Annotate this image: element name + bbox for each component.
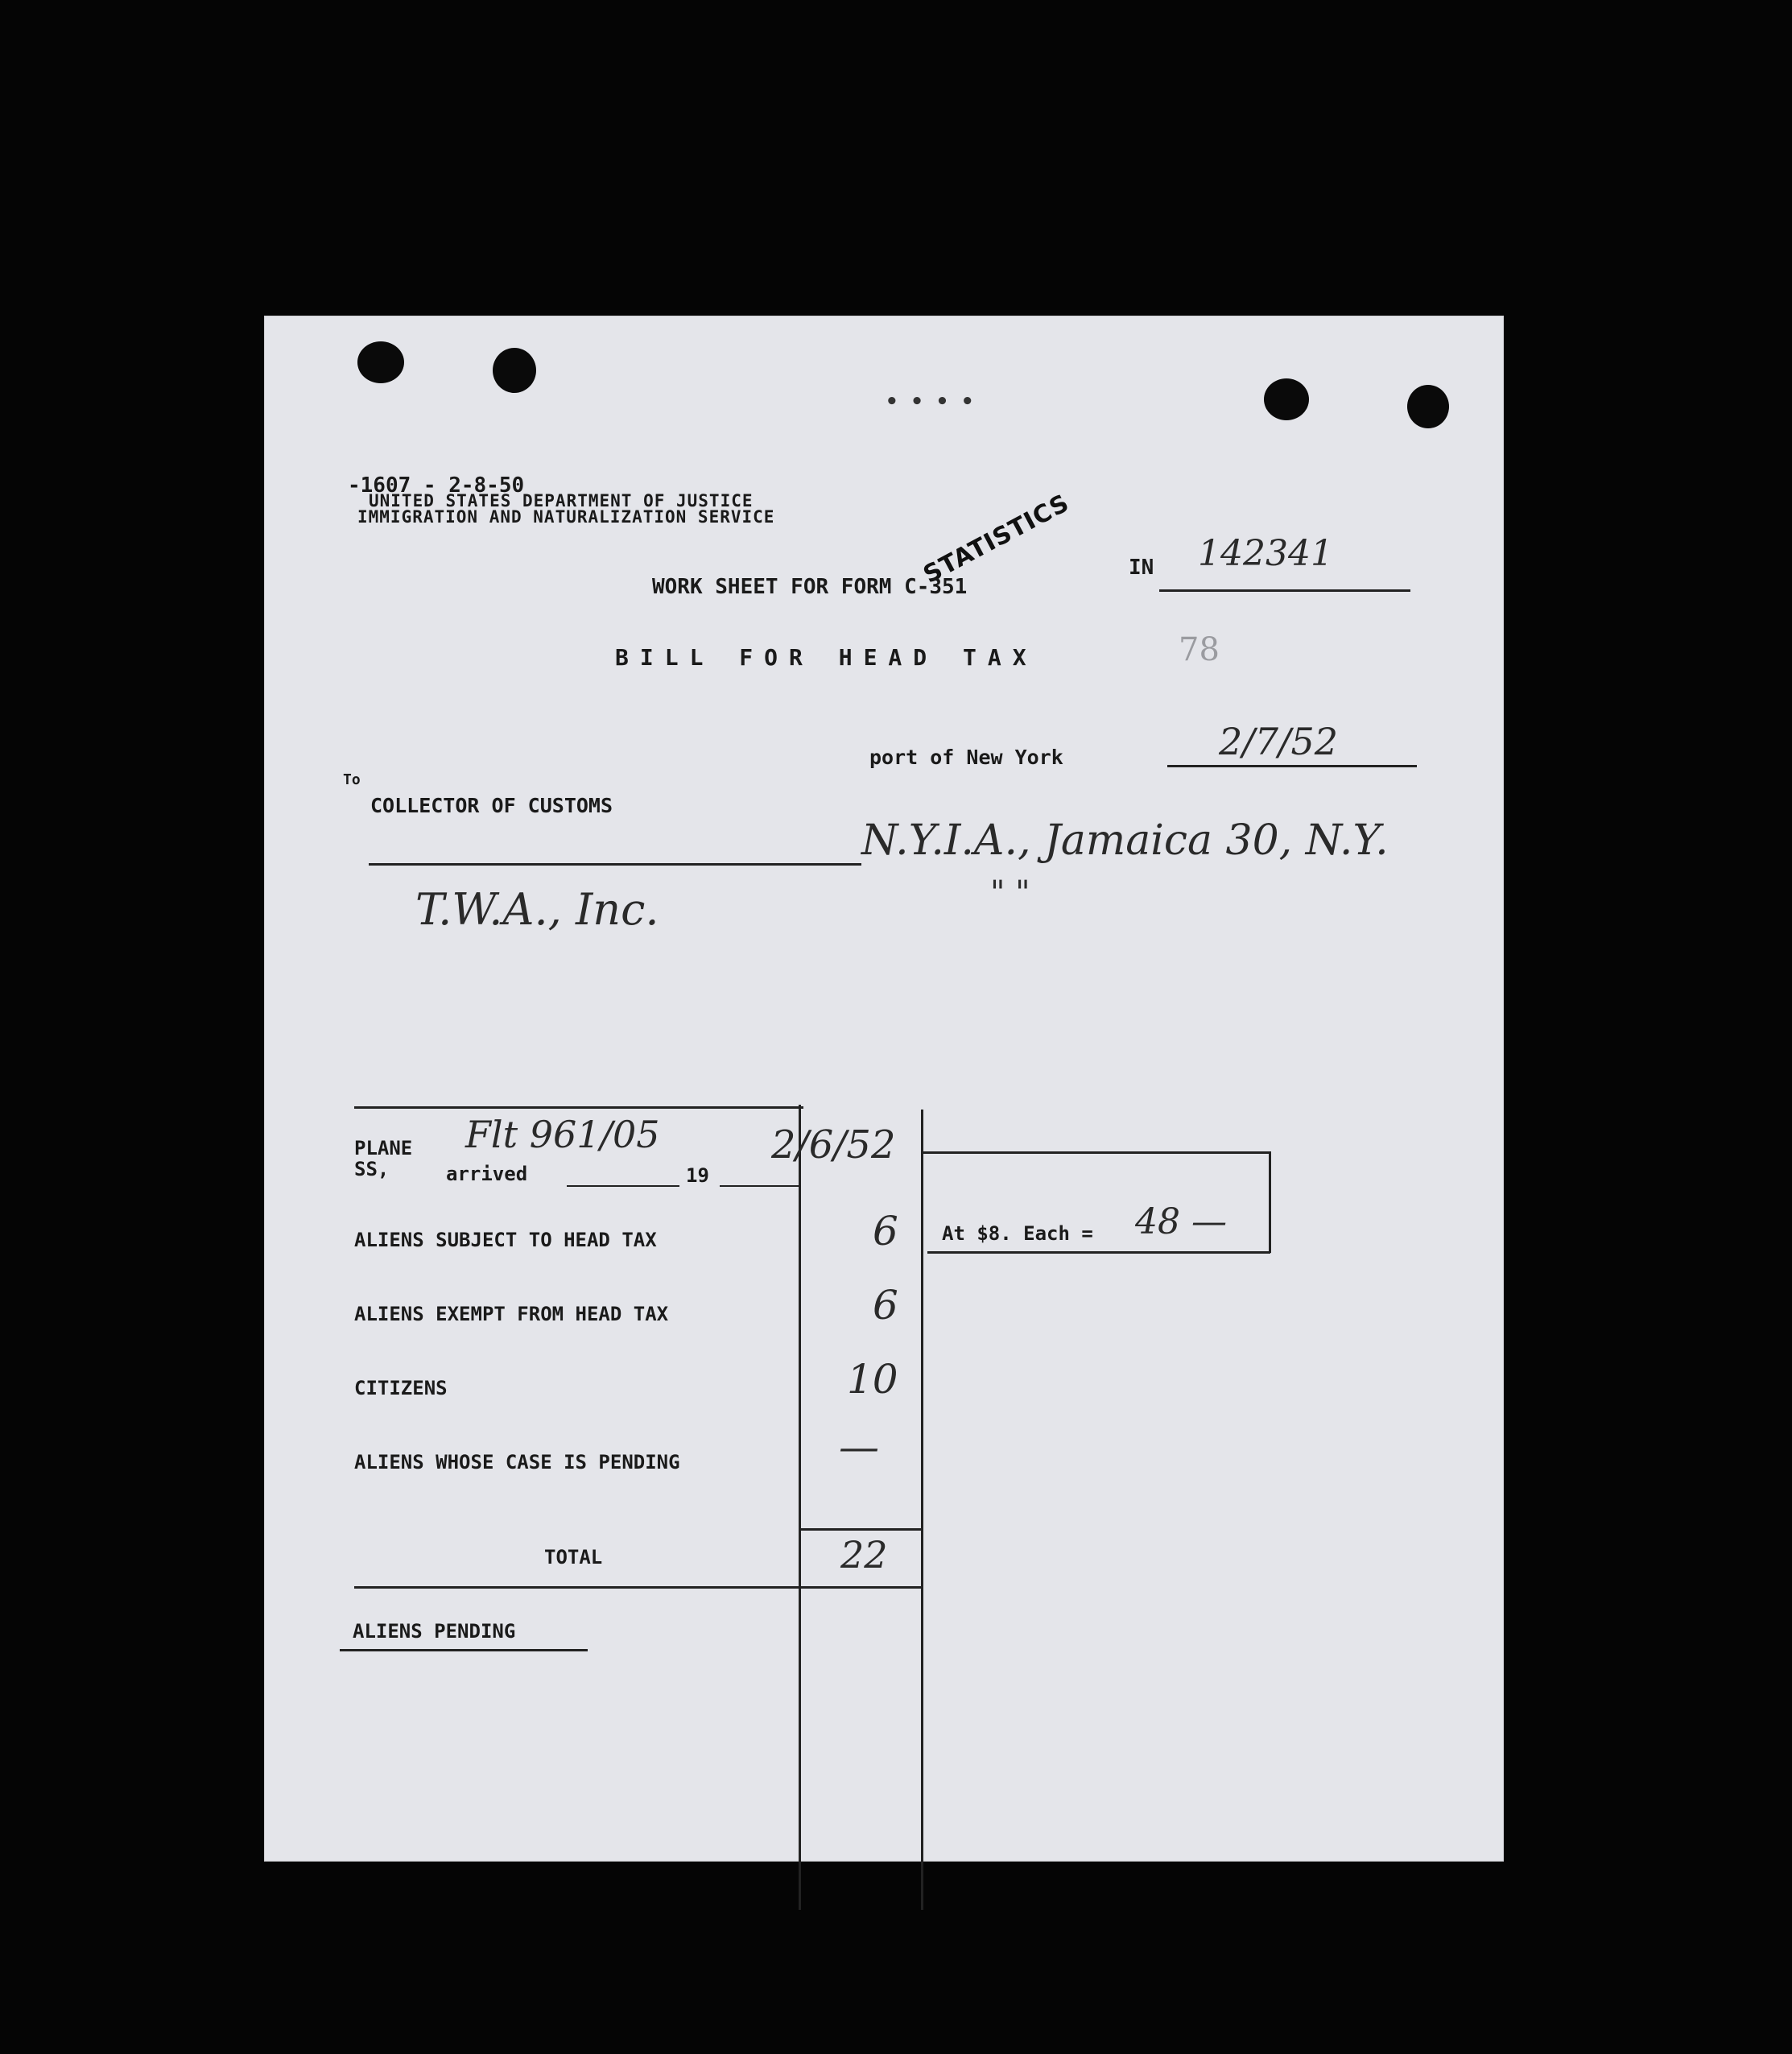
port-label: port of New York bbox=[869, 746, 1063, 769]
arrived-underline-1 bbox=[567, 1185, 679, 1187]
collector-underline bbox=[369, 863, 861, 866]
service-name: IMMIGRATION AND NATURALIZATION SERVICE bbox=[357, 507, 775, 527]
in-number: 142341 bbox=[1198, 533, 1333, 574]
table-divider bbox=[799, 1105, 801, 1910]
location-handwritten: N.Y.I.A., Jamaica 30, N.Y. bbox=[861, 816, 1389, 865]
form-number: -1607 - 2-8-50 bbox=[348, 473, 525, 498]
smudge-mark: • • • • bbox=[886, 390, 974, 414]
row-value-pending: — bbox=[839, 1424, 879, 1470]
document-page bbox=[264, 316, 1504, 1862]
rate-amount: 48 — bbox=[1135, 1201, 1227, 1242]
row-value-subject: 6 bbox=[873, 1208, 898, 1254]
punch-hole bbox=[357, 341, 404, 383]
collector-label: COLLECTOR OF CUSTOMS bbox=[370, 794, 613, 817]
arrived-underline-2 bbox=[720, 1185, 800, 1187]
table-right-border bbox=[921, 1110, 923, 1910]
row-label-citizens: CITIZENS bbox=[354, 1377, 448, 1399]
table-top-border bbox=[354, 1106, 803, 1109]
row-value-exempt: 6 bbox=[873, 1282, 898, 1329]
bill-date: 2/7/52 bbox=[1219, 720, 1339, 763]
to-label: To bbox=[343, 771, 361, 788]
table-bottom-border bbox=[354, 1586, 923, 1589]
in-label: IN bbox=[1129, 556, 1154, 580]
aliens-pending-underline bbox=[340, 1649, 588, 1651]
punch-hole bbox=[493, 348, 536, 393]
date-underline bbox=[1167, 765, 1417, 767]
row-label-subject: ALIENS SUBJECT TO HEAD TAX bbox=[354, 1229, 657, 1251]
punch-hole bbox=[1407, 385, 1449, 428]
row-label-pending: ALIENS WHOSE CASE IS PENDING bbox=[354, 1451, 680, 1473]
rate-box-top bbox=[923, 1151, 1270, 1154]
year-prefix: 19 bbox=[686, 1164, 709, 1187]
rate-box-right bbox=[1269, 1151, 1271, 1253]
total-value: 22 bbox=[840, 1533, 888, 1577]
statistics-stamp: STATISTICS bbox=[919, 489, 1075, 589]
rate-box-bottom bbox=[927, 1251, 1270, 1254]
arrived-label: arrived bbox=[446, 1163, 528, 1185]
in-underline bbox=[1159, 589, 1410, 592]
faint-mark: 78 bbox=[1179, 631, 1220, 668]
department-name: UNITED STATES DEPARTMENT OF JUSTICE bbox=[369, 491, 754, 510]
table-total-line bbox=[800, 1528, 923, 1531]
ss-label: SS, bbox=[354, 1158, 390, 1180]
worksheet-title: WORK SHEET FOR FORM C-351 bbox=[652, 575, 968, 599]
punch-hole bbox=[1264, 378, 1309, 420]
row-label-exempt: ALIENS EXEMPT FROM HEAD TAX bbox=[354, 1303, 669, 1325]
plane-label: PLANE bbox=[354, 1137, 413, 1159]
aliens-pending-label: ALIENS PENDING bbox=[353, 1620, 516, 1643]
rate-label: At $8. Each = bbox=[942, 1222, 1093, 1245]
bill-title: BILL FOR HEAD TAX bbox=[615, 644, 1038, 671]
arrival-date: 2/6/52 bbox=[771, 1122, 896, 1168]
carrier-handwritten: T.W.A., Inc. bbox=[415, 884, 659, 935]
total-label: TOTAL bbox=[544, 1546, 603, 1568]
flight-number: Flt 961/05 bbox=[465, 1113, 660, 1156]
row-value-citizens: 10 bbox=[847, 1356, 898, 1403]
ditto-marks: " " bbox=[990, 874, 1030, 911]
